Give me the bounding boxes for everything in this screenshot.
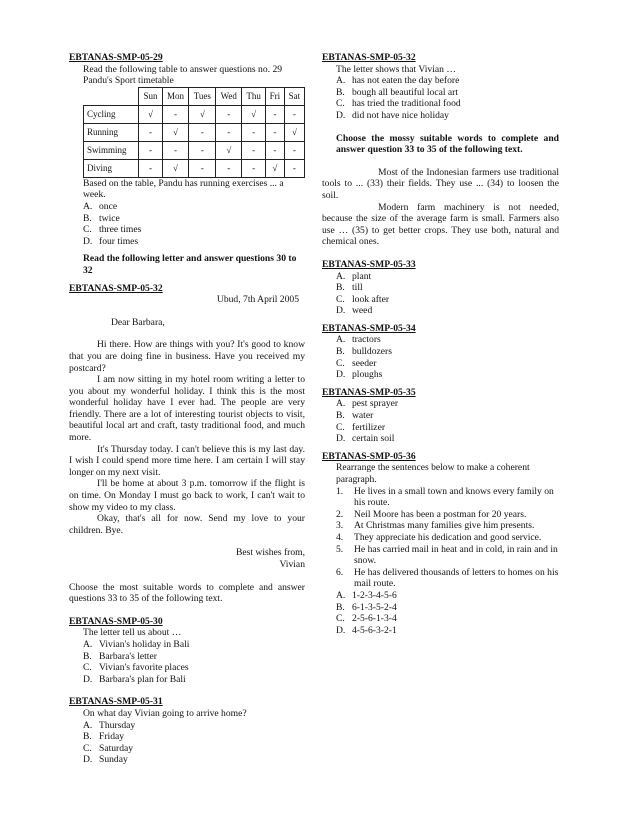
instruction-33-35: Choose the most suitable words to complete and answer questions 33 to 35 of the following text. bbox=[69, 581, 305, 605]
option-text: three times bbox=[99, 224, 142, 236]
sentence-number: 3. bbox=[336, 520, 344, 532]
option-text: Barbara's plan for Bali bbox=[99, 673, 186, 685]
option-letter: A. bbox=[336, 398, 346, 410]
table-cell: - bbox=[265, 123, 284, 141]
option-text: Vivian's favorite places bbox=[99, 662, 189, 674]
table-cell: - bbox=[265, 141, 284, 159]
option-text: look after bbox=[352, 293, 390, 305]
table-cell: - bbox=[162, 141, 189, 159]
sentence-number: 5. bbox=[336, 543, 344, 555]
option-letter: B. bbox=[336, 282, 345, 294]
table-row bbox=[84, 141, 305, 159]
sport-timetable bbox=[83, 87, 305, 178]
sentence-text: Neil Moore has been a postman for 20 years. bbox=[354, 508, 527, 520]
letter-place-date: Ubud, 7th April 2005 bbox=[216, 294, 299, 306]
option bbox=[336, 87, 559, 99]
passage-paragraph: Most of the Indonesian farmers use traditional tools to ... (33) their fields. They use ... (34) to loosen the soil. bbox=[322, 166, 559, 201]
option-letter: C. bbox=[83, 662, 92, 674]
option-letter: C. bbox=[336, 357, 345, 369]
option-letter: D. bbox=[83, 673, 93, 685]
table-cell: √ bbox=[139, 105, 162, 123]
option bbox=[83, 731, 305, 743]
sentence-text: He has delivered thousands of letters to homes on his mail route. bbox=[354, 566, 559, 590]
table-cell: - bbox=[242, 141, 266, 159]
table-cell: - bbox=[189, 159, 216, 177]
table-header-row bbox=[84, 87, 305, 105]
option-letter: C. bbox=[336, 613, 345, 625]
q29-question: Based on the table, Pandu has running exercises ... a week. bbox=[83, 177, 284, 201]
day-header: Tues bbox=[189, 87, 216, 105]
option-letter: D. bbox=[336, 369, 346, 381]
table-cell: - bbox=[284, 141, 304, 159]
table-row bbox=[84, 159, 305, 177]
table-cell: - bbox=[139, 123, 162, 141]
letter-signature: Vivian bbox=[279, 559, 305, 570]
sentence-text: He has carried mail in heat and in cold, in rain and in snow. bbox=[354, 543, 558, 567]
q29-heading: EBTANAS-SMP-05-29 bbox=[69, 52, 163, 63]
table-cell: √ bbox=[284, 123, 304, 141]
table-cell: √ bbox=[189, 105, 216, 123]
option-letter: D. bbox=[83, 235, 93, 247]
option-letter: B. bbox=[336, 601, 345, 613]
sentence-item bbox=[336, 532, 559, 544]
sentence-number: 2. bbox=[336, 508, 344, 520]
day-header: Mon bbox=[162, 87, 189, 105]
left-column bbox=[69, 52, 305, 766]
table-cell: - bbox=[189, 123, 216, 141]
option bbox=[83, 201, 305, 213]
option-letter: D. bbox=[336, 433, 346, 445]
sentence-number: 4. bbox=[336, 531, 344, 543]
option bbox=[83, 236, 305, 248]
table-cell: √ bbox=[265, 159, 284, 177]
option-text: once bbox=[99, 200, 118, 212]
table-cell: - bbox=[284, 105, 304, 123]
option bbox=[83, 674, 305, 686]
option bbox=[336, 294, 559, 306]
table-cell: √ bbox=[242, 105, 266, 123]
option-text: 2-5-6-1-3-4 bbox=[352, 613, 397, 625]
option bbox=[83, 662, 305, 674]
option-text: 6-1-3-5-2-4 bbox=[352, 601, 397, 613]
instruction-30-32: Read the following letter and answer questions 30 to 32 bbox=[83, 253, 297, 276]
option-text: tractors bbox=[352, 334, 381, 346]
option-text: certain soil bbox=[352, 433, 395, 445]
option-text: weed bbox=[352, 305, 373, 317]
option bbox=[336, 75, 559, 87]
table-cell: - bbox=[139, 141, 162, 159]
sentence-text: They appreciate his dedication and good service. bbox=[354, 531, 542, 543]
table-caption: Pandu's Sport timetable bbox=[83, 75, 174, 87]
option bbox=[336, 410, 559, 422]
table-cell: - bbox=[284, 159, 304, 177]
option bbox=[83, 651, 305, 663]
sentence-number: 1. bbox=[336, 485, 344, 497]
table-cell: √ bbox=[216, 141, 242, 159]
option-letter: B. bbox=[83, 650, 92, 662]
letter-closing: Best wishes from, bbox=[235, 547, 305, 559]
option-text: Vivian's holiday in Bali bbox=[99, 638, 190, 650]
option-letter: A. bbox=[336, 334, 346, 346]
option-text: 1-2-3-4-5-6 bbox=[352, 589, 397, 601]
table-cell: - bbox=[216, 105, 242, 123]
option-letter: D. bbox=[336, 109, 346, 121]
option bbox=[336, 625, 559, 637]
option bbox=[336, 602, 559, 614]
option bbox=[83, 743, 305, 755]
option-letter: D. bbox=[336, 305, 346, 317]
q36-heading: EBTANAS-SMP-05-36 bbox=[322, 450, 416, 462]
option bbox=[336, 369, 559, 381]
option bbox=[83, 754, 305, 766]
q29-intro: Read the following table to answer questions no. 29 bbox=[83, 63, 283, 75]
table-corner bbox=[84, 87, 139, 105]
option-letter: D. bbox=[83, 754, 93, 766]
option-text: Friday bbox=[99, 731, 125, 743]
option bbox=[336, 398, 559, 410]
option bbox=[336, 110, 559, 122]
option-letter: A. bbox=[83, 719, 93, 731]
activity-cell: Swimming bbox=[84, 141, 139, 159]
option bbox=[83, 639, 305, 651]
option-letter: C. bbox=[83, 742, 92, 754]
sentence-item bbox=[336, 520, 559, 532]
option-text: till bbox=[352, 282, 363, 294]
table-cell: - bbox=[242, 159, 266, 177]
sentence-item bbox=[336, 544, 559, 567]
q32-heading: EBTANAS-SMP-05-32 bbox=[322, 52, 416, 63]
q35-heading: EBTANAS-SMP-05-35 bbox=[322, 386, 416, 398]
option-text: has tried the traditional food bbox=[352, 98, 461, 110]
sentence-item bbox=[336, 567, 559, 590]
option-letter: A. bbox=[83, 638, 93, 650]
table-row bbox=[84, 105, 305, 123]
option-letter: B. bbox=[83, 731, 92, 743]
option-text: four times bbox=[99, 235, 139, 247]
option bbox=[83, 224, 305, 236]
passage-paragraph: Modern farm machinery is not needed, because the size of the average farm is small. Farmers also use … (35) to get better crops. They use both, natural and chemical ones. bbox=[322, 201, 559, 248]
table-cell: √ bbox=[162, 123, 189, 141]
option-letter: A. bbox=[83, 200, 93, 212]
option-text: Thursday bbox=[99, 719, 136, 731]
table-cell: - bbox=[265, 105, 284, 123]
option-text: did not have nice holiday bbox=[352, 109, 449, 121]
option-text: seeder bbox=[352, 357, 377, 369]
q32-question: The letter shows that Vivian … bbox=[336, 63, 456, 75]
option-text: twice bbox=[99, 212, 120, 224]
option-letter: D. bbox=[336, 624, 346, 636]
option-letter: A. bbox=[336, 75, 346, 87]
option-text: ploughs bbox=[352, 369, 383, 381]
day-header: Fri bbox=[265, 87, 284, 105]
sentence-text: He lives in a small town and knows every family on his route. bbox=[354, 485, 554, 509]
option-text: bough all beautiful local art bbox=[352, 86, 459, 98]
option bbox=[336, 346, 559, 358]
option-text: Barbara's letter bbox=[99, 650, 157, 662]
option bbox=[336, 613, 559, 625]
day-header: Thu bbox=[242, 87, 266, 105]
q34-heading: EBTANAS-SMP-05-34 bbox=[322, 322, 416, 334]
activity-cell: Cycling bbox=[84, 105, 139, 123]
q31-heading: EBTANAS-SMP-05-31 bbox=[69, 696, 163, 708]
option-letter: C. bbox=[336, 421, 345, 433]
option bbox=[336, 590, 559, 602]
q33-heading: EBTANAS-SMP-05-33 bbox=[322, 258, 416, 270]
q30-question: The letter tell us about … bbox=[83, 627, 182, 639]
activity-cell: Diving bbox=[84, 159, 139, 177]
letter-paragraph: I am now sitting in my hotel room writing a letter to you about my wonderful holiday. I think this is the most wonderful holiday have I ever had. The people are very friendly. There are a lot of interesting tourist objects to visit, beautiful local art and craft, tasty traditional food, and much more. bbox=[69, 374, 305, 444]
table-cell: - bbox=[189, 141, 216, 159]
option bbox=[83, 213, 305, 225]
sentence-text: At Christmas many families give him presents. bbox=[354, 520, 535, 532]
option bbox=[336, 433, 559, 445]
sentence-item bbox=[336, 509, 559, 521]
table-cell: - bbox=[216, 123, 242, 141]
option-text: has not eaten the day before bbox=[352, 75, 460, 87]
day-header: Sun bbox=[139, 87, 162, 105]
day-header: Wed bbox=[216, 87, 242, 105]
option-letter: B. bbox=[336, 86, 345, 98]
option-letter: C. bbox=[336, 293, 345, 305]
option-letter: C. bbox=[83, 224, 92, 236]
letter-salutation: Dear Barbara, bbox=[111, 316, 165, 328]
q36-question: Rearrange the sentences below to make a coherent paragraph. bbox=[336, 462, 530, 485]
table-cell: - bbox=[162, 105, 189, 123]
option bbox=[336, 422, 559, 434]
option bbox=[336, 334, 559, 346]
letter-paragraph: Hi there. How are things with you? It's good to know that you are doing fine in business. Have you received my postcard? bbox=[69, 339, 305, 374]
table-row bbox=[84, 123, 305, 141]
q30-heading: EBTANAS-SMP-05-30 bbox=[69, 615, 163, 627]
option-text: plant bbox=[352, 270, 372, 282]
letter-paragraph: It's Thursday today. I can't believe this is my last day. I wish I could spend more time here. I am certain I will stay longer on my next visit. bbox=[69, 443, 305, 478]
sentence-number: 6. bbox=[336, 566, 344, 578]
option bbox=[336, 98, 559, 110]
option-letter: A. bbox=[336, 589, 346, 601]
day-header: Sat bbox=[284, 87, 304, 105]
letter-heading: EBTANAS-SMP-05-32 bbox=[69, 282, 163, 294]
option-text: Saturday bbox=[99, 742, 134, 754]
sentence-item bbox=[336, 486, 559, 509]
table-cell: - bbox=[242, 123, 266, 141]
table-cell: √ bbox=[162, 159, 189, 177]
option bbox=[336, 271, 559, 283]
option-letter: B. bbox=[336, 410, 345, 422]
right-column bbox=[322, 52, 559, 636]
letter-paragraph: I'll be home at about 3 p.m. tomorrow if the flight is on time. On Monday I must go back to work, I can't wait to show my video to my class. bbox=[69, 478, 305, 513]
option-text: pest sprayer bbox=[352, 398, 399, 410]
option-text: 4-5-6-3-2-1 bbox=[352, 624, 397, 636]
table-cell: - bbox=[216, 159, 242, 177]
option-text: fertilizer bbox=[352, 421, 386, 433]
instruction-33-35-bold: Choose the mossy suitable words to complete and answer question 33 to 35 of the following text. bbox=[336, 132, 559, 156]
option bbox=[336, 305, 559, 317]
option-letter: B. bbox=[336, 346, 345, 358]
q31-question: On what day Vivian going to arrive home? bbox=[83, 707, 247, 719]
activity-cell: Running bbox=[84, 123, 139, 141]
option bbox=[83, 720, 305, 732]
option-letter: B. bbox=[83, 212, 92, 224]
option bbox=[336, 282, 559, 294]
option bbox=[336, 358, 559, 370]
letter-paragraph: Okay, that's all for now. Send my love to your children. Bye. bbox=[69, 513, 305, 536]
option-letter: A. bbox=[336, 270, 346, 282]
option-text: water bbox=[352, 410, 374, 422]
option-text: Sunday bbox=[99, 754, 128, 766]
option-text: bulldozers bbox=[352, 346, 392, 358]
option-letter: C. bbox=[336, 98, 345, 110]
table-cell: - bbox=[139, 159, 162, 177]
